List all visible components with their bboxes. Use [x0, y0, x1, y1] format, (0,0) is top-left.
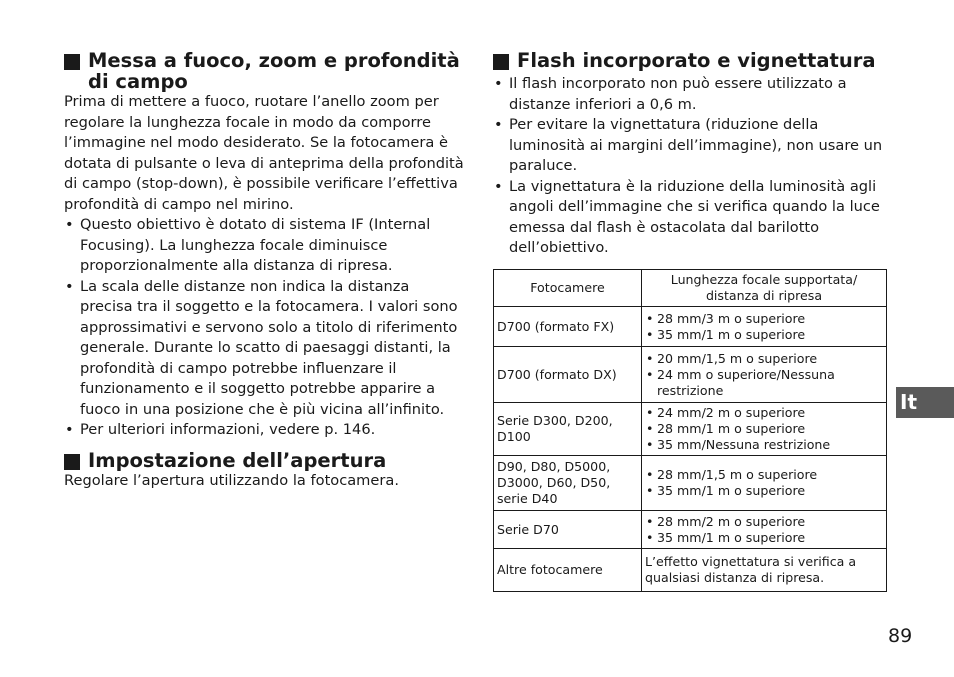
square-bullet-icon — [64, 454, 80, 470]
focus-paragraph: Prima di mettere a fuoco, ruotare l’anello zoom per regolare la lunghezza focale in modo da comporre l’immagine nel modo desiderato. Se la fotocamera è dotata di pulsante o leva di anteprima della profondità di campo (stop-down), è possibile verificare l’effettiva profondità di campo nel mirino. — [64, 93, 464, 213]
table-row — [494, 403, 887, 456]
list-item: • 28 mm/2 m o superiore — [645, 514, 883, 530]
list-item: • 28 mm/3 m o superiore — [645, 311, 883, 327]
header-cameras: Fotocamere — [494, 270, 642, 307]
focal-cell — [642, 456, 887, 511]
list-item: • 28 mm/1,5 m o superiore — [645, 467, 883, 483]
focus-bullet-list — [64, 215, 464, 441]
list-item: • 24 mm o superiore/Nessuna restrizione — [645, 367, 883, 399]
list-item: • Il flash incorporato non può essere utilizzato a distanze inferiori a 0,6 m. — [493, 74, 893, 115]
flash-bullet-list — [493, 74, 893, 259]
list-item: • Per ulteriori informazioni, vedere p. 146. — [64, 420, 464, 441]
focal-cell — [642, 307, 887, 347]
list-item: • 20 mm/1,5 m o superiore — [645, 351, 883, 367]
list-item: • 28 mm/1 m o superiore — [645, 421, 883, 437]
list-item: • 35 mm/1 m o superiore — [645, 483, 883, 499]
list-item: • 35 mm/1 m o superiore — [645, 530, 883, 546]
language-tab: It — [896, 387, 954, 418]
compatibility-table — [493, 269, 887, 592]
table-row — [494, 456, 887, 511]
list-item: • 24 mm/2 m o superiore — [645, 405, 883, 421]
camera-cell: D700 (formato DX) — [494, 347, 642, 403]
aperture-paragraph: Regolare l’apertura utilizzando la fotocamera. — [64, 471, 399, 489]
camera-cell: D90, D80, D5000, D3000, D60, D50, serie D40 — [494, 456, 642, 511]
section-heading-aperture: Impostazione dell’apertura — [64, 450, 464, 471]
square-bullet-icon — [493, 54, 509, 70]
focal-cell: L’effetto vignettatura si verifica a qualsiasi distanza di ripresa. — [642, 549, 887, 592]
camera-cell: Serie D70 — [494, 511, 642, 549]
section-heading-focus-zoom: Messa a fuoco, zoom e profondità di campo — [64, 50, 464, 92]
list-item: • Per evitare la vignettatura (riduzione della luminosità ai margini dell’immagine), non usare un paraluce. — [493, 115, 893, 177]
table-header-row — [494, 270, 887, 307]
focal-cell — [642, 403, 887, 456]
page-number: 89 — [888, 625, 913, 647]
focal-cell — [642, 511, 887, 549]
list-item: • Questo obiettivo è dotato di sistema IF (Internal Focusing). La lunghezza focale diminuisce proporzionalmente alla distanza di ripresa. — [64, 215, 464, 277]
right-column — [493, 50, 893, 259]
camera-cell: Altre fotocamere — [494, 549, 642, 592]
list-item: • La vignettatura è la riduzione della luminosità agli angoli dell’immagine che si verifica quando la luce emessa dal flash è ostacolata dal barilotto dell’obiettivo. — [493, 177, 893, 259]
list-item: • La scala delle distanze non indica la distanza precisa tra il soggetto e la fotocamera. I valori sono approssimativi e servono solo a titolo di riferimento generale. Durante lo scatto di paesaggi distanti, la profondità di campo potrebbe influenzare il funzionamento e il soggetto potrebbe apparire a fuoco in una posizione che è più vicina all’infinito. — [64, 277, 464, 421]
table-row — [494, 307, 887, 347]
camera-cell: Serie D300, D200, D100 — [494, 403, 642, 456]
table-row — [494, 549, 887, 592]
square-bullet-icon — [64, 54, 80, 70]
camera-cell: D700 (formato FX) — [494, 307, 642, 347]
list-item: • 35 mm/1 m o superiore — [645, 327, 883, 343]
focal-cell — [642, 347, 887, 403]
section-heading-flash-vignetting: Flash incorporato e vignettatura — [493, 50, 893, 71]
list-item: • 35 mm/Nessuna restrizione — [645, 437, 883, 453]
header-focal-length: Lunghezza focale supportata/ distanza di ripresa — [642, 270, 887, 307]
table-row — [494, 511, 887, 549]
left-column — [64, 50, 464, 491]
table-row — [494, 347, 887, 403]
